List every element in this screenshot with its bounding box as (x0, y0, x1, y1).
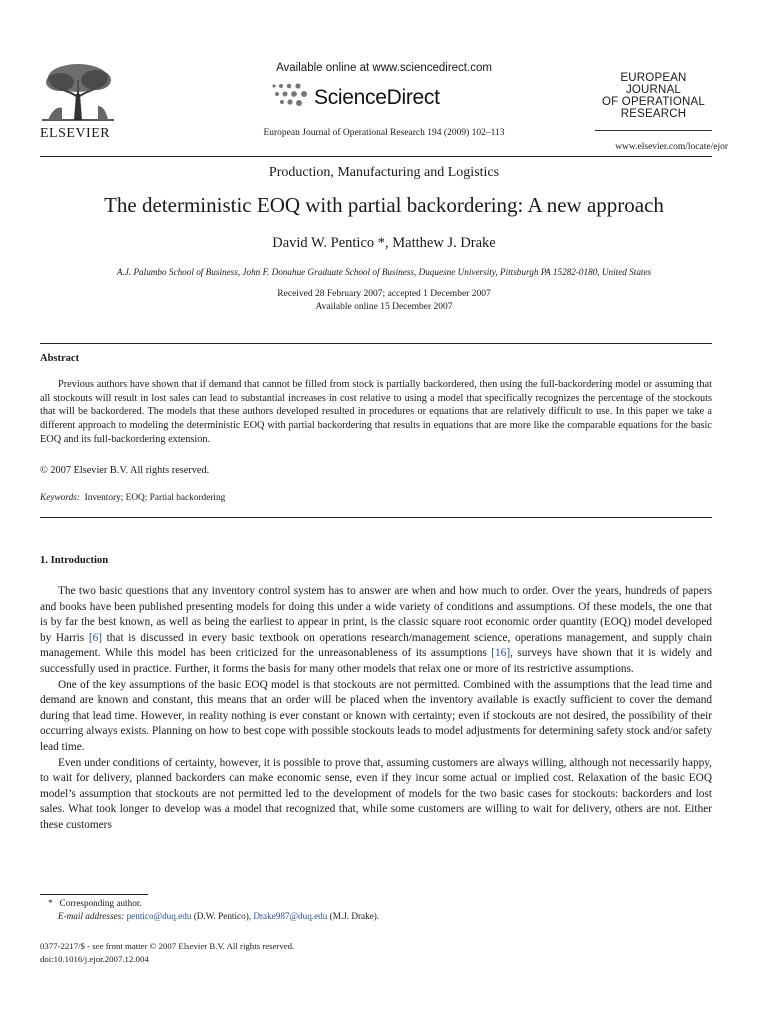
available-online-text: Available online at www.sciencedirect.com (276, 62, 492, 74)
header-divider (40, 156, 712, 157)
keywords-line (40, 493, 225, 503)
journal-name-line: OF OPERATIONAL (602, 96, 705, 108)
journal-name-divider (595, 130, 712, 131)
intro-paragraph-2: One of the key assumptions of the basic EOQ model is that stockouts are not permitted. Combined with the assumptions that the lead time and demand are known and constant, this means that an order will be placed when the inventory available is exactly sufficient to cover the demand during that lead time. However, in reality nothing is ever constant or known with certainty; even if stockouts are not desired, the possibility of their occurring always exists. Planning on how to best cope with possible stockouts leads to model adjustments for determining safety stock and/or safety lead time. (40, 678, 712, 753)
email-link-pentico[interactable]: pentico@duq.edu (126, 911, 192, 921)
journal-name-line: JOURNAL (625, 84, 682, 96)
email-owner-1: (D.W. Pentico), (191, 911, 254, 921)
abstract-top-rule (40, 343, 712, 344)
intro-p1-text-a: The two basic questions that any inventory control system has to answer are when and how much to order. Over the years, hundreds of papers and books have been published presenting models for doing this under a wide variety of conditions and assumptions. Of these models, the one that is by far the best known, as well as being the earliest to appear in print, is the classic square root economic order quantity (EOQ) model developed by Harris (40, 585, 712, 644)
journal-name-line: EUROPEAN (620, 72, 687, 84)
abstract-copyright: © 2007 Elsevier B.V. All rights reserved. (40, 465, 210, 476)
corresponding-author-note (48, 898, 142, 908)
abstract-bottom-rule (40, 517, 712, 518)
journal-name-line: RESEARCH (620, 108, 687, 120)
abstract-text: Previous authors have shown that if demand that cannot be filled from stock is partially backordered, then using the full-backordering model or assuming that all stockouts will result in lost sales can lead to substantial increases in cost relative to using a model that specifically recognizes the percentage of the stockouts that will be backordered. The models that these authors developed resulted in procedures or equations that are relatively difficult to use. In this paper we take a different approach to modeling the deterministic EOQ with partial backordering that results in equations that are more like the comparable equations for the basic EOQ and its full-backordering extension. (40, 379, 712, 445)
issn-line: 0377-2217/$ - see front matter © 2007 Elsevier B.V. All rights reserved. (40, 941, 295, 951)
corresponding-author-text: Corresponding author. (59, 898, 142, 908)
article-authors: David W. Pentico *, Matthew J. Drake (272, 235, 496, 251)
abstract-heading: Abstract (40, 353, 80, 364)
intro-p1-text-b: that is discussed in every basic textbook on operations research/management science, operations management, and supply chain management. While this model has been criticized for the unreasonableness of its assumptions (40, 631, 712, 660)
elsevier-wordmark: ELSEVIER (40, 126, 111, 141)
keywords-list: Inventory; EOQ; Partial backordering (84, 493, 226, 503)
introduction-body (40, 584, 712, 834)
keywords-label: Keywords: (40, 493, 80, 503)
email-label: E-mail addresses: (58, 911, 125, 921)
journal-url-link[interactable]: www.elsevier.com/locate/ejor (615, 142, 728, 152)
doi-line[interactable]: doi:10.1016/j.ejor.2007.12.004 (40, 954, 149, 964)
introduction-heading: 1. Introduction (40, 555, 109, 566)
sciencedirect-wordmark: ScienceDirect (314, 86, 440, 109)
intro-p1-text-c: , surveys have shown that it is widely and successfully used in practice. Further, it forms the basis for many other models that relax one or more of its restrictive assumptions. (40, 647, 712, 675)
received-date: Received 28 February 2007; accepted 1 December 2007 (277, 289, 491, 299)
sciencedirect-dots-icon (268, 82, 310, 108)
email-link-drake[interactable]: Drake987@duq.edu (253, 911, 328, 921)
author-affiliation: A.J. Palumbo School of Business, John F. Donahue Graduate School of Business, Duquesne University, Pittsburgh PA 15282-0180, United States (116, 267, 652, 277)
abstract-body (40, 378, 712, 447)
email-owner-2: (M.J. Drake). (327, 911, 380, 921)
citation-link-16[interactable]: [16] (491, 647, 511, 660)
section-heading: Production, Manufacturing and Logistics (268, 165, 500, 180)
journal-citation: European Journal of Operational Research 194 (2009) 102–113 (263, 128, 505, 138)
footnote-marker: * (48, 898, 53, 908)
footnote-rule (40, 894, 148, 895)
email-addresses-note (58, 911, 379, 921)
intro-paragraph-1 (40, 584, 712, 678)
article-title: The deterministic EOQ with partial backordering: A new approach (104, 193, 664, 217)
article-dates (0, 288, 768, 313)
journal-name-block (595, 72, 712, 120)
citation-link-6[interactable]: [6] (88, 631, 102, 644)
intro-paragraph-3: Even under conditions of certainty, however, it is possible to prove that, assuming customers are always willing, although not necessarily happy, to wait for delivery, planned backorders can make economic sense, even if they incur some actual or implied cost. Relaxation of the basic EOQ model’s assumption that stockouts are not permitted led to the development of models for the two basic cases for stockouts: backorders and lost sales. What took longer to develop was a model that recognized that, while some customers are willing to wait for delivery, others are not. Either these customers (40, 756, 712, 831)
available-date: Available online 15 December 2007 (315, 301, 453, 312)
